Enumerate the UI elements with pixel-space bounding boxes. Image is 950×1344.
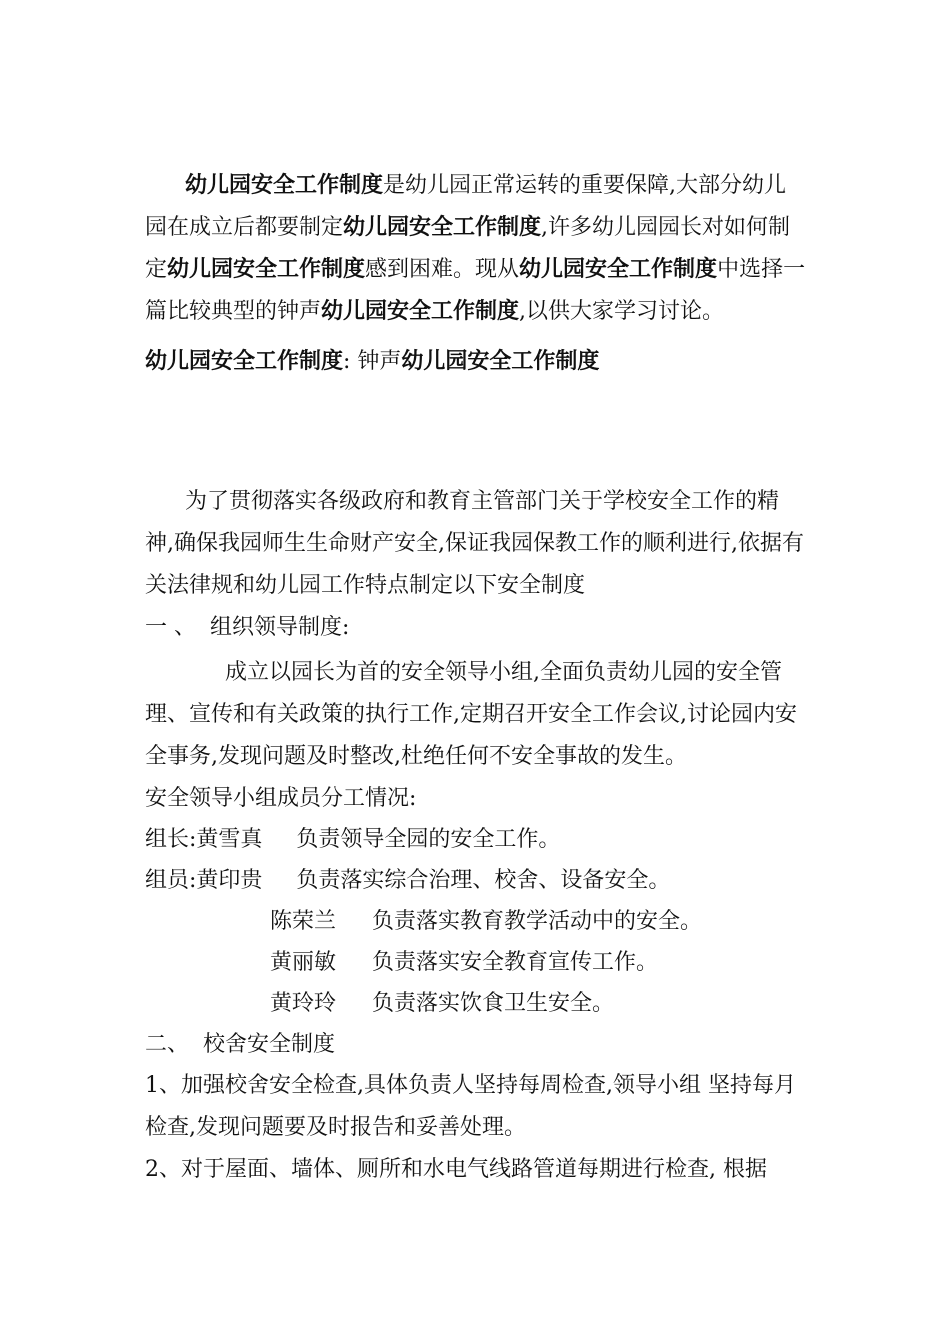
members-intro: 安全领导小组成员分工情况: <box>145 786 417 811</box>
intro-text: ,许多幼儿园园长对如何制定 <box>145 215 791 282</box>
member-name: 黄丽敏 <box>270 950 337 975</box>
member-duty: 负责落实综合治理、校舍、设备安全。 <box>296 868 671 893</box>
leader-row <box>145 819 807 860</box>
document-page <box>145 165 807 1191</box>
member-row <box>145 901 807 942</box>
member-duty: 负责落实安全教育宣传工作。 <box>372 950 659 975</box>
article-heading <box>145 341 807 383</box>
member-row <box>145 983 807 1024</box>
heading-part-3: 幼儿园安全工作制度 <box>401 349 600 374</box>
leader-role: 组长:黄雪真 <box>145 827 263 852</box>
heading-part-1: 幼儿园安全工作制度 <box>145 349 344 374</box>
heading-part-2: : 钟声 <box>343 349 402 374</box>
section-2-item-2: 2、对于屋面、墙体、厕所和水电气线路管道每期进行检查, 根据 <box>145 1157 767 1182</box>
intro-text: ,以供大家学习讨论。 <box>519 299 725 324</box>
intro-keyword: 幼儿园安全工作制度 <box>321 299 520 324</box>
blank-space <box>145 383 807 481</box>
intro-text: 感到困难。现从 <box>365 257 520 282</box>
member-row <box>145 942 807 983</box>
member-duty: 负责落实教育教学活动中的安全。 <box>372 909 703 934</box>
member-row <box>145 860 807 901</box>
section-2-title: 二、 校舍安全制度 <box>145 1032 335 1057</box>
intro-keyword: 幼儿园安全工作制度 <box>167 257 366 282</box>
intro-keyword: 幼儿园安全工作制度 <box>185 173 384 198</box>
member-name: 陈荣兰 <box>270 909 337 934</box>
body-paragraph-1: 为了贯彻落实各级政府和教育主管部门关于学校安全工作的精神,确保我园师生生命财产安全,保证我园保教工作的顺利进行,依据有关法律规和幼儿园工作特点制定以下安全制度 <box>145 489 804 598</box>
member-role: 组员:黄印贵 <box>145 868 263 893</box>
intro-text: 是幼儿园正常运转的重要保障,大部分幼儿园在成立后都要制定 <box>145 173 787 240</box>
member-duty: 负责落实饮食卫生安全。 <box>372 991 615 1016</box>
member-name: 黄玲玲 <box>270 991 337 1016</box>
intro-text: 中选择一篇比较典型的钟声 <box>145 257 806 324</box>
section-1-paragraph-text: 成立以园长为首的安全领导小组,全面负责幼儿园的安全管理、宣传和有关政策的执行工作,定期召开安全工作会议,讨论园内安全事务,发现问题及时整改,杜绝任何不安全事故的发生。 <box>145 660 797 769</box>
leader-duty: 负责领导全园的安全工作。 <box>296 827 561 852</box>
section-1-paragraph <box>145 652 807 778</box>
section-1-title: 一 、 组织领导制度: <box>145 615 350 640</box>
intro-paragraph <box>145 165 807 333</box>
intro-keyword: 幼儿园安全工作制度 <box>519 257 718 282</box>
section-2-item-1: 1、加强校舍安全检查,具体负责人坚持每周检查,领导小组 坚持每月检查,发现问题要及时报告和妥善处理。 <box>145 1073 796 1140</box>
intro-keyword: 幼儿园安全工作制度 <box>343 215 542 240</box>
